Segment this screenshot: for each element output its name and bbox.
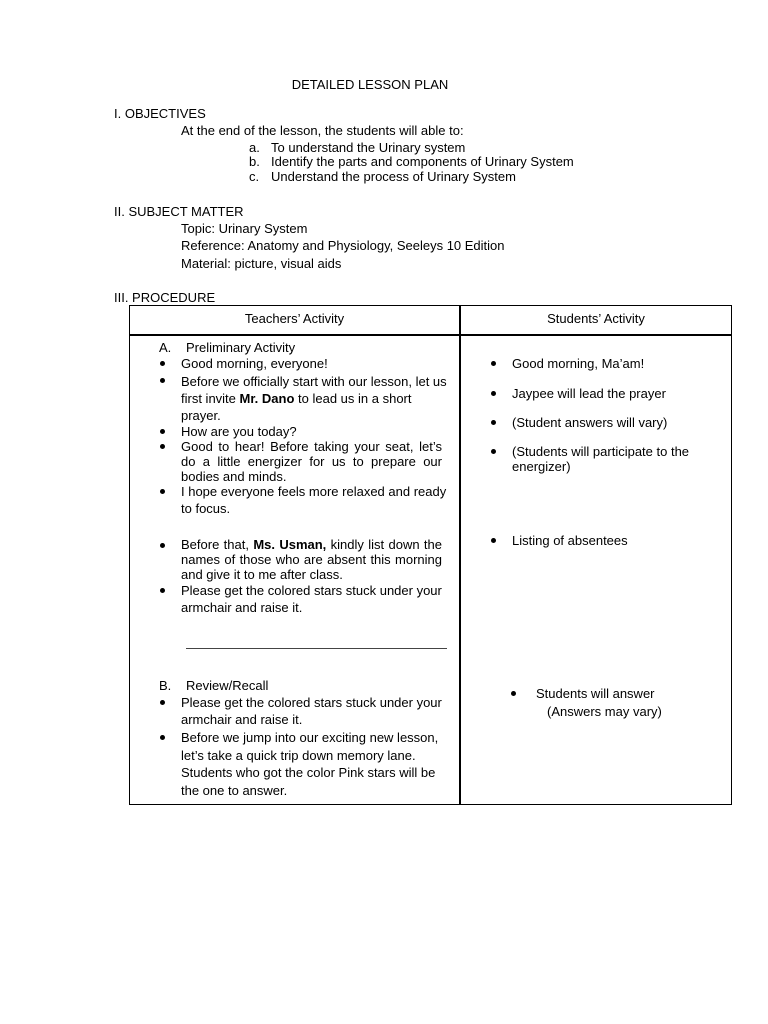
student-energizer: (Students will participate to the energizer): [512, 444, 690, 474]
table-border-bottom: [129, 804, 732, 805]
table-header-divider: [129, 334, 732, 336]
teacher-energizer: Good to hear! Before taking your seat, let’s do a little energizer for us to prepare our bodies and minds.: [181, 439, 442, 484]
teacher-how-are-you: How are you today?: [181, 424, 297, 439]
student-will-answer: Students will answer: [536, 686, 655, 701]
student-answers-vary: (Answers may vary): [547, 704, 662, 719]
objectives-heading: I. OBJECTIVES: [114, 106, 206, 121]
student-greeting: Good morning, Ma’am!: [512, 356, 645, 371]
objective-item-b: Identify the parts and components of Urinary System: [271, 154, 574, 169]
bullet-icon: [511, 691, 516, 696]
objective-marker-a: a.: [249, 140, 260, 155]
subject-topic: Topic: Urinary System: [181, 221, 308, 236]
bullet-icon: [491, 449, 496, 454]
bullet-icon: [160, 543, 165, 548]
procedure-heading: III. PROCEDURE: [114, 290, 216, 305]
subject-material: Material: picture, visual aids: [181, 256, 342, 271]
teacher-review-stars: Please get the colored stars stuck under your armchair and raise it.: [181, 695, 442, 727]
section-a-marker: A.: [159, 340, 172, 355]
objective-marker-b: b.: [249, 154, 260, 169]
section-divider-line: [186, 648, 447, 649]
student-prayer: Jaypee will lead the prayer: [512, 386, 666, 401]
document-title: DETAILED LESSON PLAN: [291, 77, 449, 92]
subject-reference: Reference: Anatomy and Physiology, Seeleys 10 Edition: [181, 238, 505, 253]
bullet-icon: [160, 378, 165, 383]
teachers-activity-header: Teachers’ Activity: [244, 311, 345, 326]
subject-matter-heading: II. SUBJECT MATTER: [114, 204, 244, 219]
bullet-icon: [160, 489, 165, 494]
student-absentees: Listing of absentees: [512, 533, 628, 548]
student-answers: (Student answers will vary): [512, 415, 668, 430]
bullet-icon: [160, 429, 165, 434]
teacher-prayer-invite: Before we officially start with our lesson, let us first invite Mr. Dano to lead us in a short prayer.: [181, 374, 447, 423]
section-b-marker: B.: [159, 678, 172, 693]
teacher-memory-lane: Before we jump into our exciting new lesson, let’s take a quick trip down memory lane. Students who got the color Pink stars will be the one to answer.: [181, 730, 439, 798]
table-column-divider: [459, 305, 461, 805]
bullet-icon: [491, 391, 496, 396]
teacher-absentees: Before that, Ms. Usman, kindly list down the names of those who are absent this morning and give it to me after class.: [181, 537, 442, 582]
table-border-left: [129, 305, 130, 805]
bullet-icon: [160, 588, 165, 593]
teacher-relaxed: I hope everyone feels more relaxed and ready to focus.: [181, 484, 447, 516]
objective-item-a: To understand the Urinary system: [271, 140, 466, 155]
objective-item-c: Understand the process of Urinary System: [271, 169, 516, 184]
teacher-greeting: Good morning, everyone!: [181, 356, 328, 371]
bullet-icon: [160, 700, 165, 705]
bullet-icon: [160, 361, 165, 366]
students-activity-header: Students’ Activity: [547, 311, 645, 326]
bullet-icon: [491, 538, 496, 543]
teacher-colored-stars: Please get the colored stars stuck under your armchair and raise it.: [181, 583, 442, 615]
bullet-icon: [160, 735, 165, 740]
bullet-icon: [160, 444, 165, 449]
section-a-title: Preliminary Activity: [186, 340, 296, 355]
table-border-top: [129, 305, 732, 306]
bullet-icon: [491, 361, 496, 366]
bullet-icon: [491, 420, 496, 425]
table-border-right: [731, 305, 732, 805]
objectives-intro: At the end of the lesson, the students will able to:: [181, 123, 464, 138]
objective-marker-c: c.: [249, 169, 260, 184]
section-b-title: Review/Recall: [186, 678, 269, 693]
